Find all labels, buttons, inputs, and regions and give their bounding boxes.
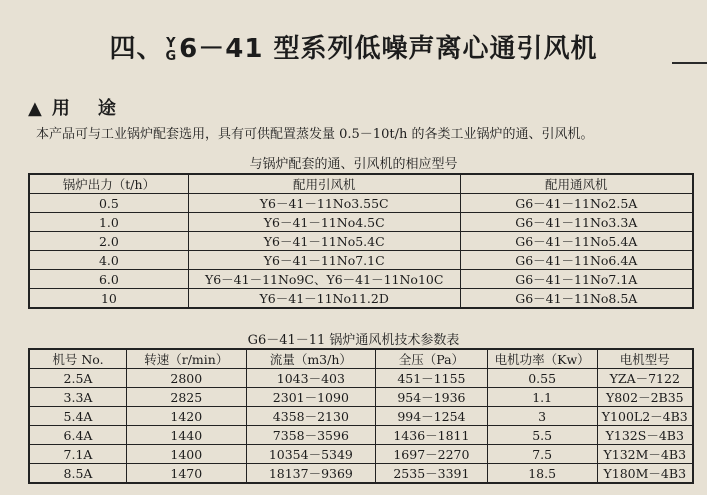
margin-line [672, 62, 707, 64]
column-header: 机号 No. [29, 349, 127, 369]
table-cell: 18.5 [487, 464, 597, 484]
table-cell: 2.0 [29, 232, 188, 251]
table-cell: Y6－41－11No7.1C [188, 251, 460, 270]
table-cell: 1436－1811 [376, 426, 488, 445]
table-cell: Y6－41－11No3.55C [188, 194, 460, 213]
column-header: 电机型号 [597, 349, 693, 369]
table-cell: 7.5 [487, 445, 597, 464]
table-cell: 2301－1090 [246, 388, 376, 407]
table-cell: 4358－2130 [246, 407, 376, 426]
table-cell: 7.1A [29, 445, 127, 464]
table-cell: YZA－7122 [597, 369, 693, 388]
intro-paragraph: 本产品可与工业锅炉配套选用，具有可供配置蒸发量 0.5－10t/h 的各类工业锅炉的通、引风机。 [36, 127, 594, 142]
title-prefix: 四、 [109, 34, 164, 64]
table-row [29, 289, 693, 309]
table-row [29, 445, 693, 464]
table-cell: 6.4A [29, 426, 127, 445]
table-cell: 954－1936 [376, 388, 488, 407]
table-row [29, 232, 693, 251]
table-cell: Y180M－4B3 [597, 464, 693, 484]
table-cell: Y6－41－11No11.2D [188, 289, 460, 309]
table-cell: 2535－3391 [376, 464, 488, 484]
table-row [29, 213, 693, 232]
page-title [0, 28, 707, 65]
table-cell: 5.4A [29, 407, 127, 426]
table2-caption: G6－41－11 锅炉通风机技术参数表 [247, 333, 460, 348]
table-row [29, 464, 693, 484]
section-heading-label: 用途 [51, 98, 144, 119]
table-cell: 0.5 [29, 194, 188, 213]
table-cell: 2800 [127, 369, 247, 388]
table-cell: Y802－2B35 [597, 388, 693, 407]
column-header: 全压（Pa） [376, 349, 488, 369]
table-cell: 1.0 [29, 213, 188, 232]
table-cell: G6－41－11No8.5A [460, 289, 693, 309]
title-main: 6－41 型系列低噪声离心通引风机 [179, 34, 598, 64]
triangle-icon: ▲ [28, 98, 42, 119]
table-row [29, 426, 693, 445]
table-row [29, 407, 693, 426]
column-header: 锅炉出力（t/h） [29, 174, 188, 194]
table-cell: Y132S－4B3 [597, 426, 693, 445]
table-cell: G6－41－11No6.4A [460, 251, 693, 270]
section-heading [28, 94, 144, 120]
title-stacked-letters [166, 37, 178, 63]
table-cell: 3 [487, 407, 597, 426]
table-cell: Y6－41－11No9C、Y6－41－11No10C [188, 270, 460, 289]
table-cell: G6－41－11No5.4A [460, 232, 693, 251]
table-cell: 3.3A [29, 388, 127, 407]
table-cell: 2.5A [29, 369, 127, 388]
table-cell: 1440 [127, 426, 247, 445]
table-cell: Y6－41－11No4.5C [188, 213, 460, 232]
table-cell: 4.0 [29, 251, 188, 270]
table-cell: 994－1254 [376, 407, 488, 426]
table-cell: 2825 [127, 388, 247, 407]
table-cell: 10354－5349 [246, 445, 376, 464]
table-cell: 1400 [127, 445, 247, 464]
table-cell: 8.5A [29, 464, 127, 484]
table-cell: G6－41－11No2.5A [460, 194, 693, 213]
column-header: 配用引风机 [188, 174, 460, 194]
table-cell: 7358－3596 [246, 426, 376, 445]
table-cell: 5.5 [487, 426, 597, 445]
column-header: 转速（r/min） [127, 349, 247, 369]
table-cell: 1.1 [487, 388, 597, 407]
table-cell: 1470 [127, 464, 247, 484]
title-stack-bottom: G [165, 48, 178, 64]
table-cell: 18137－9369 [246, 464, 376, 484]
table-row [29, 251, 693, 270]
table-cell: Y100L2－4B3 [597, 407, 693, 426]
table-cell: 10 [29, 289, 188, 309]
table-cell: Y132M－4B3 [597, 445, 693, 464]
fan-parameters-table [28, 348, 694, 484]
table-cell: G6－41－11No7.1A [460, 270, 693, 289]
column-header: 电机功率（Kw） [487, 349, 597, 369]
table-header-row [29, 349, 693, 369]
table-cell: 6.0 [29, 270, 188, 289]
table-header-row [29, 174, 693, 194]
table-row [29, 369, 693, 388]
table-cell: 0.55 [487, 369, 597, 388]
table-cell: 1420 [127, 407, 247, 426]
column-header: 配用通风机 [460, 174, 693, 194]
table-cell: Y6－41－11No5.4C [188, 232, 460, 251]
table-row [29, 388, 693, 407]
table-cell: 1697－2270 [376, 445, 488, 464]
table-row [29, 194, 693, 213]
table-cell: 451－1155 [376, 369, 488, 388]
boiler-fan-table [28, 173, 694, 309]
table1-caption: 与锅炉配套的通、引风机的相应型号 [249, 157, 458, 172]
table-cell: 1043－403 [246, 369, 376, 388]
title-stack-top: Y [166, 35, 177, 51]
table-row [29, 270, 693, 289]
column-header: 流量（m3/h） [246, 349, 376, 369]
table-cell: G6－41－11No3.3A [460, 213, 693, 232]
